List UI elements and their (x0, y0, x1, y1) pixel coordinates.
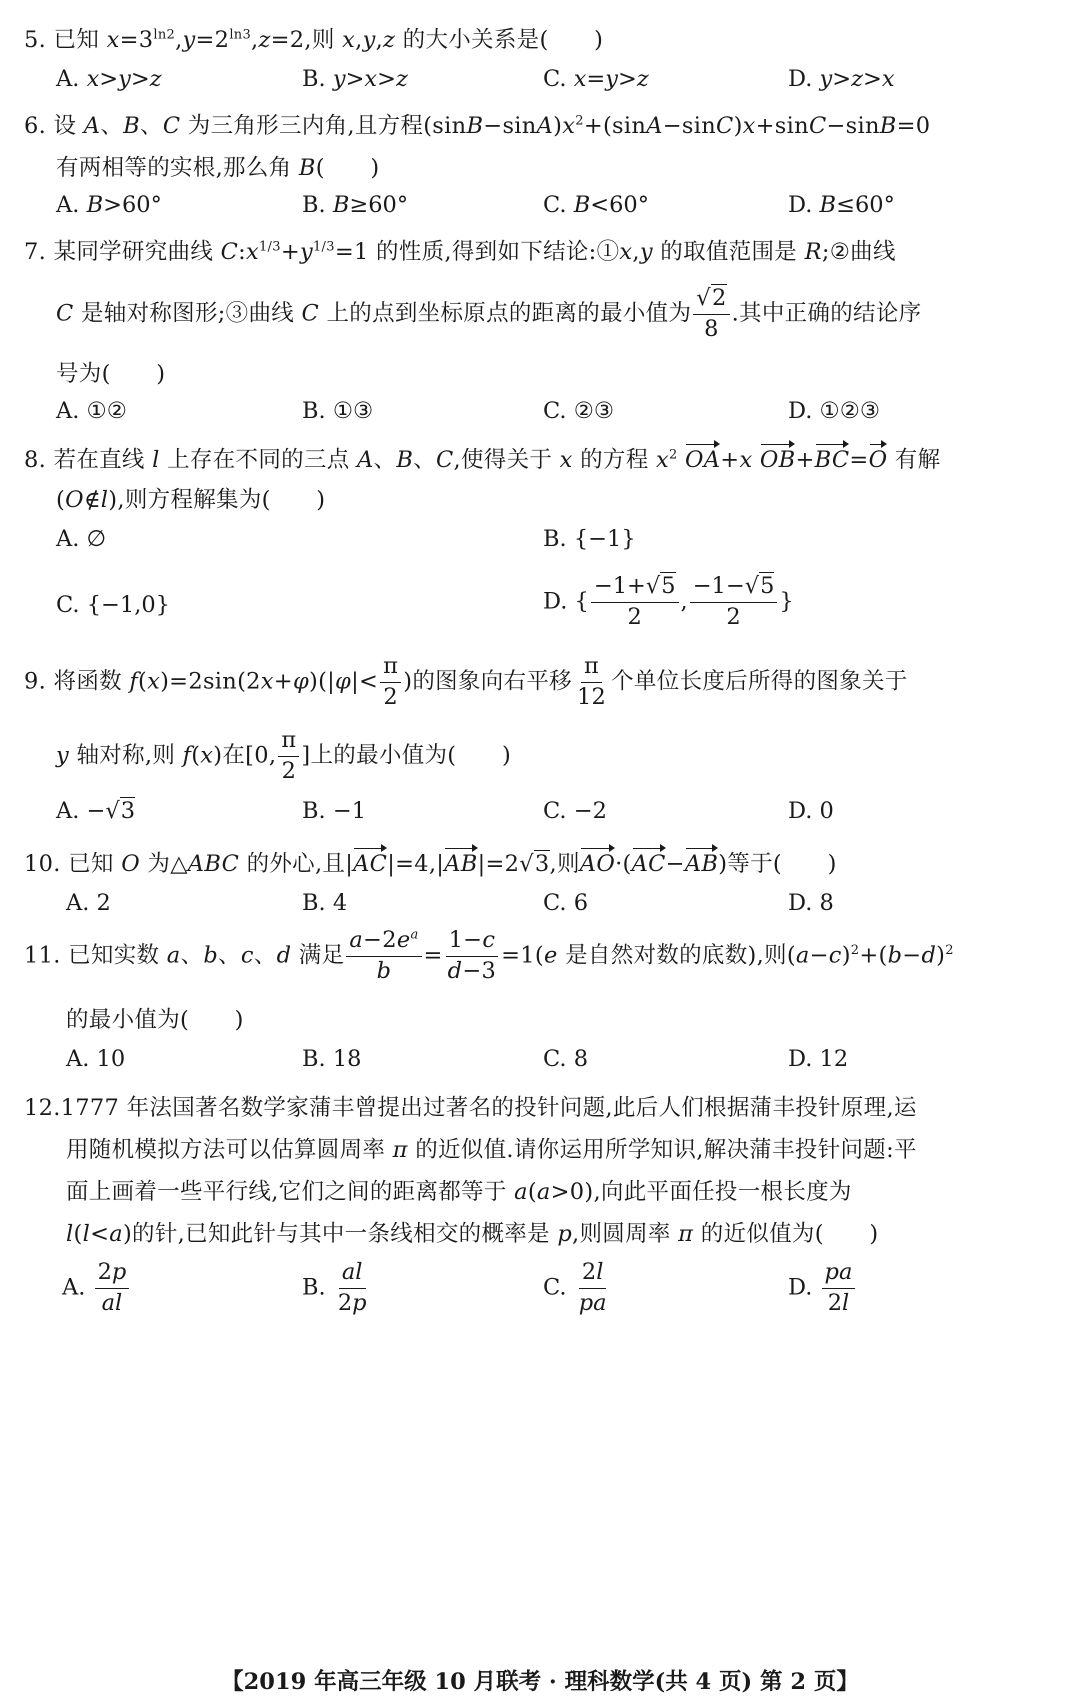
q7-option-a: A. ①② (56, 398, 127, 424)
q6-option-b: B. B≥60° (302, 192, 409, 218)
question-6-line-1: 6. 设 A、B、C 为三角形三内角,且方程$(\sin B-\sin A)x^2+(\sin A-\sin C)x+\sin C-\sin B=0$ (24, 113, 931, 139)
q11-option-a: A. 10 (66, 1046, 126, 1072)
q9-option-b: B. −1 (302, 798, 367, 824)
question-9-line-2: y 轴对称,则 f(x)在[0, $\frac{\pi}{2}$ ]上的最小值为( ) (56, 727, 512, 784)
question-6-line-2: 有两相等的实根,那么角 B( ) (56, 155, 380, 181)
q5-option-d: D. y>z>x (788, 66, 895, 92)
q9-option-c: C. −2 (543, 798, 607, 824)
q10-option-a: A. 2 (66, 890, 111, 916)
q10-option-d: D. 8 (788, 890, 834, 916)
q12-option-c: C. $\frac{2l}{pa}$ (543, 1259, 607, 1316)
question-5-stem: 5. 已知 $x=3^{ln2},y=2^{ln3},z=2$,则 x,y,z 的大小关系是( ) (24, 27, 604, 53)
q5-option-b: B. y>x>z (302, 66, 408, 92)
question-11-line-1: 11. 已知实数 a、b、c、d 满足 $\frac{a-2e^a}{b}$ = $\frac{1-c}{d-3}$ =1(e 是自然对数的底数),则$(a-c)^2+(b-d)^2$ (24, 927, 954, 984)
q10-option-c: C. 6 (543, 890, 589, 916)
q8-option-c: C. {−1,0} (56, 592, 170, 618)
q5-option-c: C. x=y>z (543, 66, 649, 92)
q6-option-a: A. B>60° (56, 192, 162, 218)
q8-option-b: B. {−1} (543, 526, 636, 552)
q10-option-b: B. 4 (302, 890, 348, 916)
question-7-line-1: 7. 某同学研究曲线 $C:x^{1/3}+y^{1/3}=1$ 的性质,得到如下结论:①x,y 的取值范围是 R;②曲线 (24, 239, 896, 265)
q12-option-a: A. $\frac{2p}{al}$ (62, 1260, 131, 1317)
question-12-line-1: 12.1777 年法国著名数学家蒲丰曾提出过著名的投针问题,此后人们根据蒲丰投针原理,运 (24, 1095, 917, 1121)
question-8-line-2: (O∉l),则方程解集为( ) (56, 487, 326, 513)
page-footer: 【2019 年高三年级 10 月联考 · 理科数学(共 4 页) 第 2 页】 (221, 1669, 859, 1695)
q8-option-a: A. ∅ (56, 526, 107, 552)
question-10-stem: 10. 已知 O 为△ABC 的外心,且|AC|=4,|AB|=2√3,则AO·(AC−AB)等于( ) (24, 851, 837, 877)
q11-option-d: D. 12 (788, 1046, 849, 1072)
q7-option-c: C. ②③ (543, 398, 615, 424)
q9-option-a: A. −√3 (56, 798, 136, 824)
q11-option-c: C. 8 (543, 1046, 589, 1072)
q6-option-c: C. B<60° (543, 192, 649, 218)
question-12-line-2: 用随机模拟方法可以估算圆周率 π 的近似值.请你运用所学知识,解决蒲丰投针问题:平 (66, 1137, 917, 1163)
question-7-line-3: 号为( ) (56, 361, 166, 387)
question-8-line-1: 8. 若在直线 l 上存在不同的三点 A、B、C,使得关于 x 的方程 $x^2$ OA+x OB+BC=O 有解 (24, 447, 941, 473)
q7-option-b: B. ①③ (302, 398, 374, 424)
q7-option-d: D. ①②③ (788, 398, 881, 424)
question-11-line-2: 的最小值为( ) (66, 1007, 244, 1033)
q12-option-d: D. $\frac{pa}{2l}$ (788, 1260, 857, 1317)
q5-option-a: A. x>y>z (56, 66, 162, 92)
q6-option-d: D. B≤60° (788, 192, 895, 218)
question-7-line-2: C 是轴对称图形;③曲线 C 上的点到坐标原点的距离的最小值为 $\frac{√2}{8}$ .其中正确的结论序 (56, 285, 922, 342)
q11-option-b: B. 18 (302, 1046, 362, 1072)
question-12-line-4: l(l<a)的针,已知此针与其中一条线相交的概率是 p,则圆周率 π 的近似值为( ) (66, 1221, 879, 1247)
question-12-line-3: 面上画着一些平行线,它们之间的距离都等于 a(a>0),向此平面任投一根长度为 (66, 1179, 852, 1205)
q8-option-d: D. { $\frac{-1+√5}{2}$ , $\frac{-1-√5}{2}$ } (543, 573, 794, 630)
question-9-line-1: 9. 将函数 f(x)=2sin(2x+φ)(|φ|< $\frac{\pi}{2}$ )的图象向右平移 $\frac{\pi}{12}$ 个单位长度后所得的图象关于 (24, 653, 908, 710)
q9-option-d: D. 0 (788, 798, 834, 824)
q12-option-b: B. $\frac{al}{2p}$ (302, 1259, 367, 1316)
